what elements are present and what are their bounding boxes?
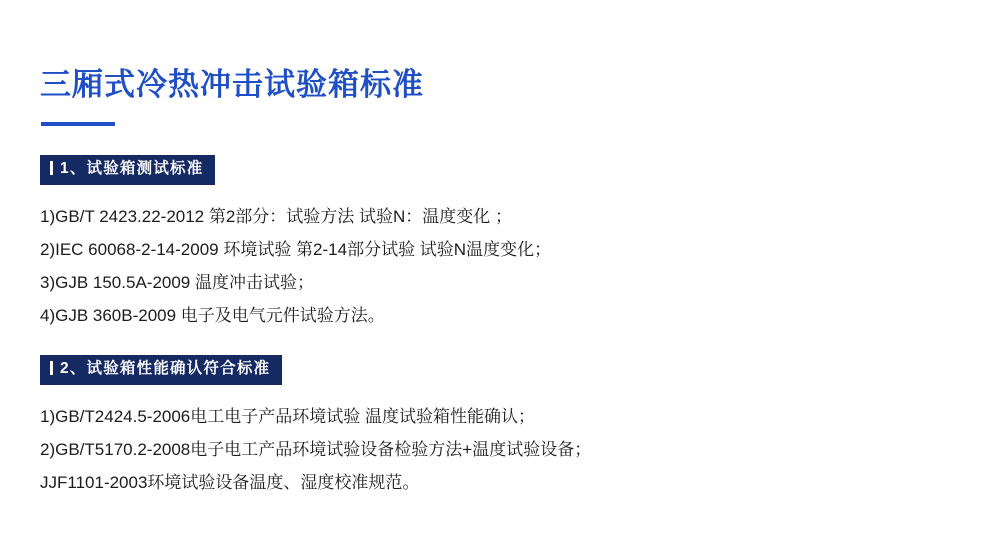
page-title: 三厢式冷热冲击试验箱标准 bbox=[40, 67, 424, 102]
section-heading-2-label: 2、试验箱性能确认符合标准 bbox=[60, 360, 271, 377]
heading-accent-bar-icon bbox=[50, 161, 53, 175]
list-item: 2)IEC 60068-2-14-2009 环境试验 第2-14部分试验 试验N温度变化； bbox=[40, 239, 552, 259]
list-item: 1)GB/T2424.5-2006电工电子产品环境试验 温度试验箱性能确认； bbox=[40, 406, 535, 426]
list-item: 2)GB/T5170.2-2008电子电工产品环境试验设备检验方法+温度试验设备； bbox=[40, 439, 592, 459]
section-performance-standards bbox=[40, 355, 960, 499]
section-2-lines bbox=[40, 400, 960, 499]
section-heading-1-label: 1、试验箱测试标准 bbox=[60, 160, 204, 177]
list-item: 4)GJB 360B-2009 电子及电气元件试验方法。 bbox=[40, 305, 385, 325]
title-underline bbox=[41, 122, 115, 126]
heading-accent-bar-icon bbox=[50, 361, 53, 375]
section-1-lines bbox=[40, 200, 960, 332]
list-item: JJF1101-2003环境试验设备温度、湿度校准规范。 bbox=[40, 472, 420, 492]
section-heading-2 bbox=[40, 355, 282, 385]
section-heading-1 bbox=[40, 155, 215, 185]
list-item: 3)GJB 150.5A-2009 温度冲击试验； bbox=[40, 272, 314, 292]
section-test-standards bbox=[40, 155, 960, 332]
list-item: 1)GB/T 2423.22-2012 第2部分：试验方法 试验N：温度变化 ； bbox=[40, 206, 513, 226]
